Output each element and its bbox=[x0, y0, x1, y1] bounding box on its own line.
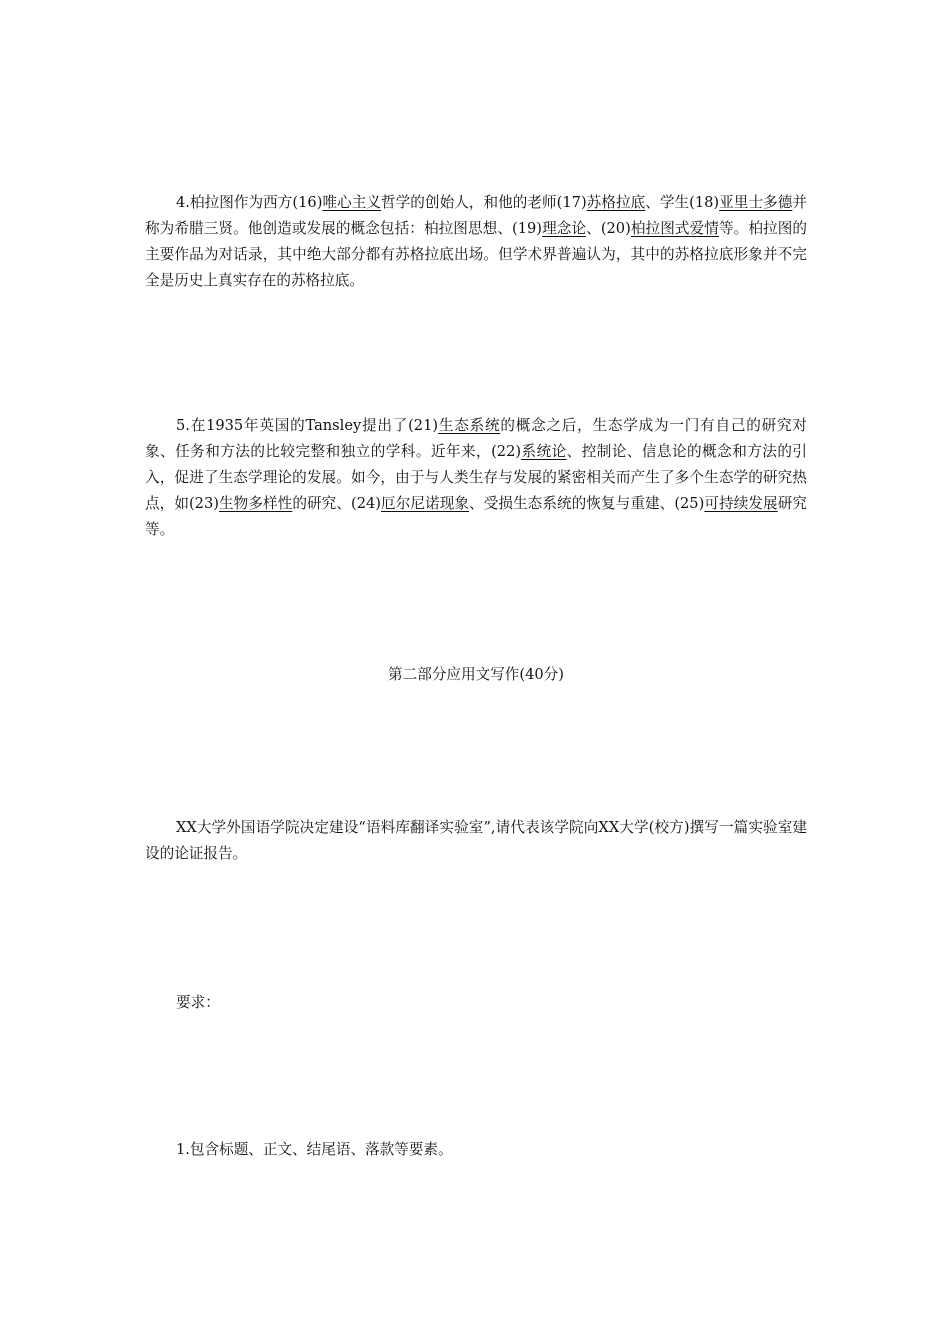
text-run: 等。柏拉图的主要作品为对话录，其中绝大部分都有苏格拉底出场。但学术界普遍认为，其中的苏格拉底形象并不完全是历史上真实存在的苏格拉底。 bbox=[145, 220, 807, 289]
answer-24: 厄尔尼诺现象 bbox=[380, 495, 470, 512]
text-run: 并称为希腊三贤。他创造或发展的概念包括：柏拉图思想、(19) bbox=[145, 194, 807, 237]
text-run: 、(20) bbox=[586, 220, 631, 237]
text-run: 、受损生态系统的恢复与重建、(25) bbox=[469, 495, 705, 512]
answer-23: 生物多样性 bbox=[218, 495, 293, 512]
answer-17: 苏格拉底 bbox=[586, 194, 646, 211]
text-run: 、学生(18) bbox=[645, 194, 720, 211]
answer-18: 亚里士多德 bbox=[719, 194, 793, 211]
answer-21: 生态系统 bbox=[438, 417, 501, 434]
text-run: 的概念之后，生态学成为一门有自己的研究对象、任务和方法的比较完整和独立的学科。近年来，(22) bbox=[145, 417, 807, 460]
requirement-item-1: 1.包含标题、正文、结尾语、落款等要素。 bbox=[176, 1141, 453, 1158]
text-run: 5.在1935年英国的Tansley提出了(21) bbox=[176, 417, 439, 434]
text-run: 、控制论、信息论的概念和方法的引入，促进了生态学理论的发展。如今，由于与人类生存与发展的紧密相关而产生了多个生态学的研究热点，如(23) bbox=[145, 443, 807, 512]
text-run: 的研究、(24) bbox=[292, 495, 381, 512]
paragraph-section-5 bbox=[145, 413, 807, 543]
requirements-label: 要求： bbox=[176, 994, 220, 1011]
text-run: 4.柏拉图作为西方(16) bbox=[176, 194, 323, 211]
text-run: 研究等。 bbox=[145, 495, 807, 538]
answer-20: 柏拉图式爱情 bbox=[630, 220, 719, 237]
answer-19: 理念论 bbox=[542, 220, 587, 237]
answer-16: 唯心主义 bbox=[322, 194, 382, 211]
paragraph-section-4 bbox=[145, 190, 807, 294]
answer-22: 系统论 bbox=[521, 443, 567, 460]
text-run: 哲学的创始人，和他的老师(17) bbox=[381, 194, 587, 211]
part-2-title: 第二部分应用文写作(40分) bbox=[388, 666, 564, 683]
answer-25: 可持续发展 bbox=[704, 495, 778, 512]
writing-task-prompt: XX大学外国语学院决定建设“语料库翻译实验室”,请代表该学院向XX大学(校方)撰写一篇实验室建设的论证报告。 bbox=[145, 819, 807, 862]
